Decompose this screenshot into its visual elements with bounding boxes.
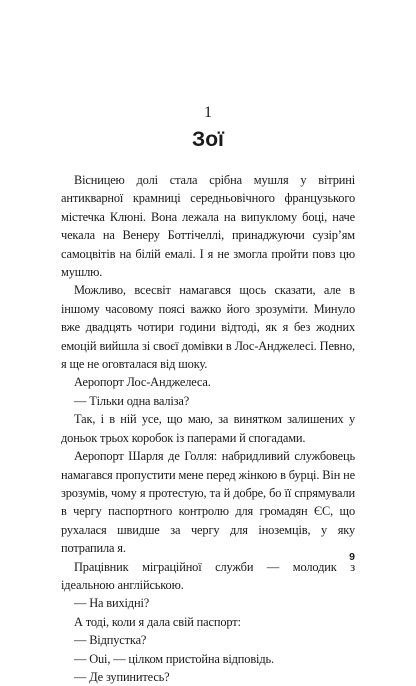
paragraph: Працівник міграційної служби — молодик з ідеальною англійською. bbox=[61, 559, 355, 592]
paragraph: Так, і в ній усе, що маю, за винятком залишених у доньок трьох коробок із паперами й спогадами. bbox=[61, 412, 355, 445]
page-number: 9 bbox=[349, 551, 355, 563]
chapter-number: 1 bbox=[204, 104, 212, 121]
body-text bbox=[61, 171, 355, 686]
paragraph: Аеропорт Лос-Анджелеса. bbox=[74, 375, 211, 390]
paragraph: Аеропорт Шарля де Голля: набридливий службовець намагався пропустити мене перед жінкою в бурці. Він не зрозумів, чому я протестую, та й добре, бо її спрямували в чергу паспортного контролю для громадян ЄС, що рухалася швидше за чергу для іноземців, у яку потрапила я. bbox=[61, 449, 355, 556]
dialogue-line: — Де зупинитесь? bbox=[74, 669, 170, 684]
dialogue-line: — Oui, — цілком пристойна відповідь. bbox=[74, 651, 274, 666]
paragraph: Вісницею долі стала срібна мушля у вітрині антикварної крамниці середньовічного французького містечка Клюні. Вона лежала на випуклому боці, наче чекала на Венеру Боттічеллі, принаджуючи сузір’ям самоцвітів на білій емалі. І я не змогла пройти повз цю мушлю. bbox=[61, 173, 355, 280]
paragraph: Можливо, всесвіт намагався щось сказати, але в іншому часовому поясі важко його зрозуміти. Минуло вже двадцять чотири години відтоді, як я без жодних емоцій вийшла зі своєї домівки в Лос-Анджелесі. Певно, я ще не оговталася від шоку. bbox=[61, 283, 355, 372]
chapter-title: Зої bbox=[192, 128, 224, 151]
dialogue-line: — На вихідні? bbox=[74, 596, 150, 611]
paragraph: А тоді, коли я дала свій паспорт: bbox=[74, 614, 241, 629]
dialogue-line: — Тільки одна валіза? bbox=[74, 393, 190, 408]
dialogue-line: — Відпустка? bbox=[74, 633, 147, 648]
